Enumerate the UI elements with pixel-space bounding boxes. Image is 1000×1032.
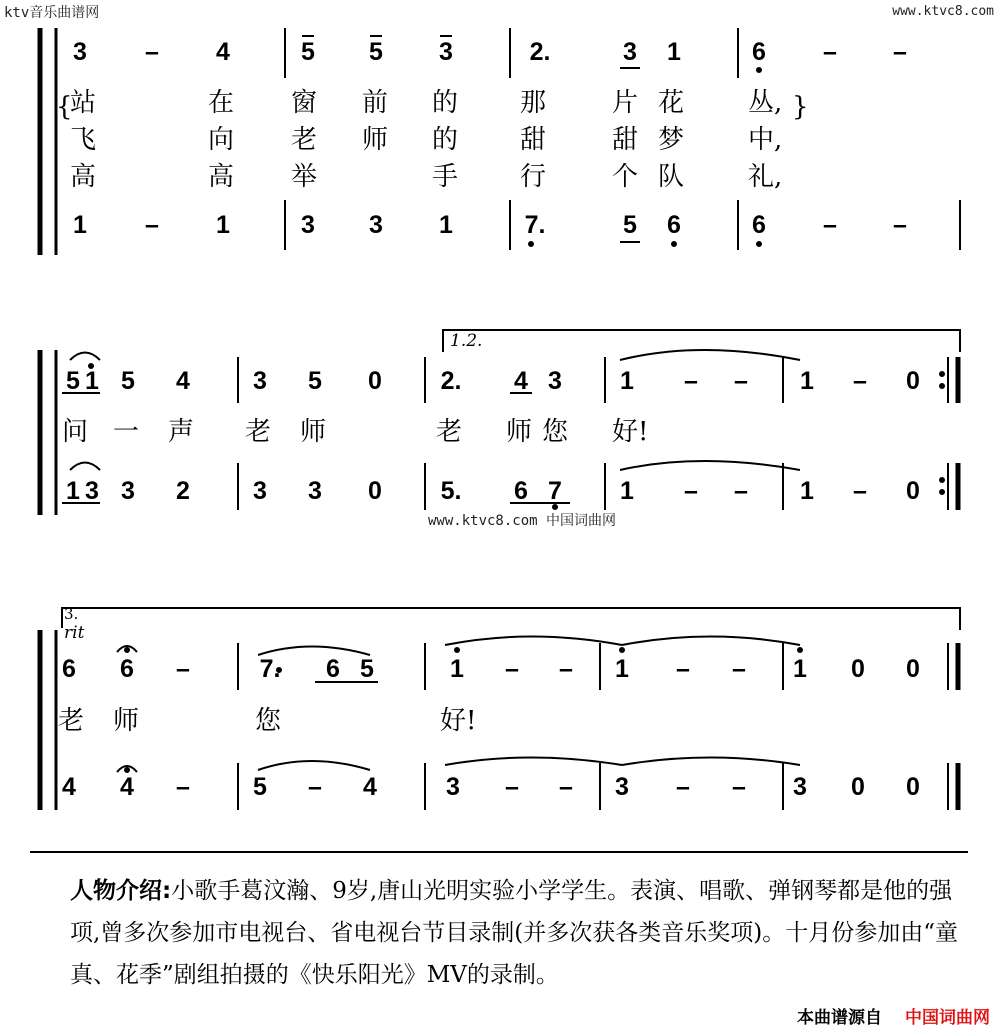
lyric: 举 [291,162,318,192]
lyric: 前 [362,88,389,118]
note: 4 [363,773,377,801]
watermark-top-left: ktv音乐曲谱网 [4,5,100,21]
note: 6 [120,655,134,683]
volta-label: 1.2. [450,331,483,351]
intro-label: 人物介绍: [70,878,172,904]
note: 1 [620,477,634,505]
note: 5 [623,211,637,239]
note: 5 [369,38,383,66]
site-name: 中国词曲网 [905,1008,990,1028]
lyric: 飞 [70,125,97,155]
note: 0 [906,773,920,801]
source-label: 本曲谱源自 [797,1008,882,1028]
singer-introduction [70,870,965,996]
note: 4 [62,773,76,801]
lyric: 梦 [658,125,685,155]
dash: – [823,38,837,66]
note: 2. [440,367,462,395]
lyric: 一 [113,417,140,447]
note: 3 [308,477,322,505]
watermark-top-right: www.ktvc8.com [892,4,994,19]
note: 6 [326,655,340,683]
lyric: 礼, [748,162,783,192]
note: 3 [73,38,87,66]
note: 7. [259,655,281,683]
note: 0 [906,477,920,505]
lyric: 中, [748,125,783,155]
note: 3 [369,211,383,239]
tempo-mark: rit [64,623,85,643]
note: 0 [851,773,865,801]
note: 3 [446,773,460,801]
note: 3 [85,477,99,505]
dash: – [559,773,573,801]
lyric: 甜 [520,125,547,155]
note: 2. [529,38,551,66]
note: 1 [800,367,814,395]
note: 6 [752,38,766,66]
lyric-brace: { [56,92,73,122]
lyric: 您 [255,706,282,736]
lyric: 您 [542,417,569,447]
lyric: 老 [291,125,318,155]
note: 0 [906,655,920,683]
dash: – [732,655,746,683]
note: 5 [360,655,374,683]
note: 3 [253,367,267,395]
lyric: 声 [168,417,195,447]
dash: – [505,655,519,683]
note: 1 [73,211,87,239]
note: 6 [752,211,766,239]
note: 1 [85,367,99,395]
note: 1 [450,655,464,683]
lyric-brace-right: } [792,92,809,122]
lyric: 手 [432,162,459,192]
note: 1 [615,655,629,683]
dash: – [145,38,159,66]
note: 0 [851,655,865,683]
dash: – [559,655,573,683]
lyric: 好! [440,706,477,736]
volta-label: 3. [64,605,79,623]
dash: – [308,773,322,801]
note: 4 [176,367,190,395]
lyric: 师 [362,125,389,155]
lyric: 队 [658,162,685,192]
note: 3 [439,38,453,66]
dash: – [176,655,190,683]
lyric: 站 [70,88,97,118]
note: 5 [301,38,315,66]
dash: – [684,477,698,505]
dash: – [853,367,867,395]
dash: – [176,773,190,801]
dash: – [684,367,698,395]
dash: – [734,477,748,505]
lyric: 的 [432,125,459,155]
dash: – [676,773,690,801]
note: 1 [216,211,230,239]
lyric: 的 [432,88,459,118]
lyric: 个 [612,162,639,192]
note: 4 [216,38,230,66]
note: 1 [439,211,453,239]
lyric: 行 [520,162,547,192]
dash: – [676,655,690,683]
note: 3 [793,773,807,801]
note: 7. [524,211,546,239]
lyric: 花 [658,88,685,118]
note: 1 [66,477,80,505]
lyric: 高 [70,162,97,192]
watermark-middle: www.ktvc8.com 中国词曲网 [428,513,617,529]
lyric: 师 [506,417,533,447]
note: 1 [620,367,634,395]
note: 3 [615,773,629,801]
lyric: 高 [208,162,235,192]
note: 3 [121,477,135,505]
lyric: 老 [58,706,85,736]
lyric: 师 [300,417,327,447]
dash: – [823,211,837,239]
lyric: 向 [208,125,235,155]
dash: – [853,477,867,505]
lyric: 老 [436,417,463,447]
dash: – [145,211,159,239]
lyric: 师 [113,706,140,736]
lyric: 片 [612,88,639,118]
note: 6 [62,655,76,683]
dash: – [734,367,748,395]
lyric: 窗 [291,88,318,118]
note: 5 [308,367,322,395]
note: 6 [667,211,681,239]
note: 4 [120,773,134,801]
note: 5 [121,367,135,395]
note: 3 [301,211,315,239]
note: 2 [176,477,190,505]
note: 1 [800,477,814,505]
note: 3 [253,477,267,505]
note: 3 [548,367,562,395]
note: 0 [368,477,382,505]
lyric: 问 [62,417,89,447]
note: 3 [623,38,637,66]
dash: – [732,773,746,801]
note: 4 [514,367,528,395]
lyric: 好! [612,417,649,447]
note: 5. [440,477,462,505]
note: 1 [793,655,807,683]
dash: – [893,38,907,66]
intro-text: 小歌手葛汶瀚、9岁,唐山光明实验小学学生。表演、唱歌、弹钢琴都是他的强项,曾多次参加市电视台、省电视台节目录制(并多次获各类音乐奖项)。十月份参加由“童真、花季”剧组拍摄的《快乐阳光》MV的录制。 [70,878,959,988]
note: 0 [906,367,920,395]
lyric: 那 [520,88,547,118]
note: 0 [368,367,382,395]
note: 5 [66,367,80,395]
note: 7 [548,477,562,505]
lyric: 甜 [612,125,639,155]
lyric: 老 [245,417,272,447]
note: 5 [253,773,267,801]
dash: – [893,211,907,239]
dash: – [505,773,519,801]
lyric: 在 [208,88,235,118]
note: 6 [514,477,528,505]
lyric: 丛, [748,88,783,118]
note: 1 [667,38,681,66]
